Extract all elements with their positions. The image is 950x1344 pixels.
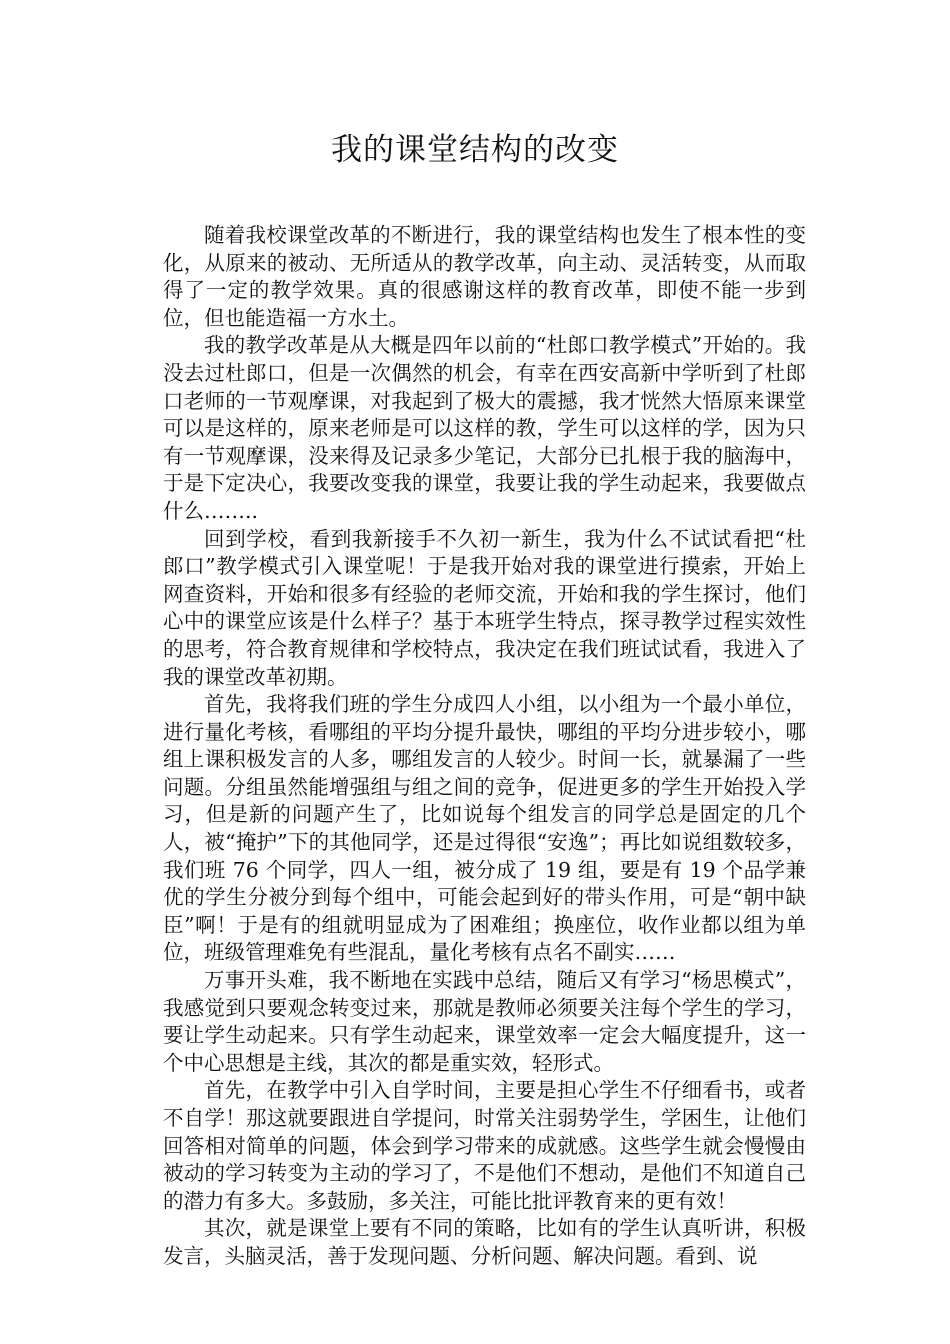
document-body xyxy=(163,222,806,1271)
paragraph: 回到学校，看到我新接手不久初一新生，我为什么不试试看把“杜郎口”教学模式引入课堂呢！于是我开始对我的课堂进行摸索，开始上网查资料，开始和很多有经验的老师交流，开始和我的学生探讨，他们心中的课堂应该是什么样子？基于本班学生特点，探寻教学过程实效性的思考，符合教育规律和学校特点，我决定在我们班试试看，我进入了我的课堂改革初期。 xyxy=(163,526,806,689)
paragraph: 首先，我将我们班的学生分成四人小组，以小组为一个最小单位，进行量化考核，看哪组的平均分提升最快，哪组的平均分进步较小，哪组上课积极发言的人多，哪组发言的人较少。时间一长，就暴漏了一些问题。分组虽然能增强组与组之间的竞争，促进更多的学生开始投入学习，但是新的问题产生了，比如说每个组发言的同学总是固定的几个人，被“掩护”下的其他同学，还是过得很“安逸”；再比如说组数较多，我们班 76 个同学，四人一组，被分成了 19 组，要是有 19 个品学兼优的学生分被分到每个组中，可能会起到好的带头作用，可是“朝中缺臣”啊！于是有的组就明显成为了困难组；换座位，收作业都以组为单位，班级管理难免有些混乱，量化考核有点名不副实…… xyxy=(163,692,806,965)
paragraph: 我的教学改革是从大概是四年以前的“杜郎口教学模式”开始的。我没去过杜郎口，但是一次偶然的机会，有幸在西安高新中学听到了杜郎口老师的一节观摩课，对我起到了极大的震撼，我才恍然大悟原来课堂可以是这样的，原来老师是可以这样的教，学生可以这样的学，因为只有一节观摩课，没来得及记录多少笔记，大部分已扎根于我的脑海中，于是下定决心，我要改变我的课堂，我要让我的学生动起来，我要做点什么…….. xyxy=(163,333,806,523)
paragraph: 万事开头难，我不断地在实践中总结，随后又有学习“杨思模式”，我感觉到只要观念转变过来，那就是教师必须要关注每个学生的学习，要让学生动起来。只有学生动起来，课堂效率一定会大幅度提升，这一个中心思想是主线，其次的都是重实效，轻形式。 xyxy=(163,968,806,1075)
paragraph: 其次，就是课堂上要有不同的策略，比如有的学生认真听讲，积极发言，头脑灵活，善于发现问题、分析问题、解决问题。看到、说 xyxy=(163,1216,806,1268)
paragraph: 首先，在教学中引入自学时间，主要是担心学生不仔细看书，或者不自学！那这就要跟进自学提问，时常关注弱势学生，学困生，让他们回答相对简单的问题，体会到学习带来的成就感。这些学生就会慢慢由被动的学习转变为主动的学习了，不是他们不想动，是他们不知道自己的潜力有多大。多鼓励，多关注，可能比批评教育来的更有效！ xyxy=(163,1078,806,1213)
document-title: 我的课堂结构的改变 xyxy=(331,132,619,168)
paragraph: 随着我校课堂改革的不断进行，我的课堂结构也发生了根本性的变化，从原来的被动、无所适从的教学改革，向主动、灵活转变，从而取得了一定的教学效果。真的很感谢这样的教育改革，即使不能一步到位，但也能造福一方水土。 xyxy=(163,223,806,330)
